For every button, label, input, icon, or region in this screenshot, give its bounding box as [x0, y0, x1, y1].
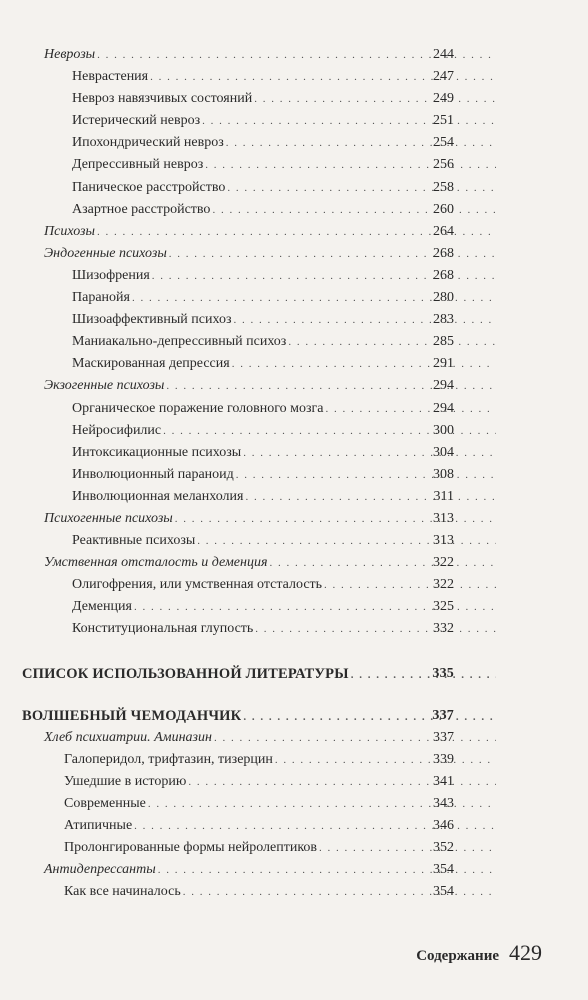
toc-entry[interactable] — [0, 508, 500, 530]
toc-entry-title: Неврастения — [72, 69, 149, 85]
toc-entry-title: Эндогенные психозы — [44, 245, 167, 261]
toc-page-number: 322 — [433, 555, 454, 571]
toc-entry-title: Олигофрения, или умственная отсталость — [72, 577, 323, 593]
leader-dots — [232, 353, 496, 375]
toc-page-number: 313 — [433, 510, 454, 526]
toc-page-number: 285 — [433, 334, 454, 350]
toc-page-number: 260 — [433, 201, 454, 217]
toc-page-number: 264 — [433, 223, 454, 239]
toc-entry-title: Антидепрессанты — [44, 862, 156, 878]
toc-entry[interactable] — [0, 574, 500, 596]
toc-entry-title: Как все начиналось — [64, 884, 181, 900]
toc-entry[interactable] — [0, 110, 500, 132]
leader-dots — [324, 574, 496, 596]
toc-entry[interactable] — [0, 199, 500, 221]
toc-entry[interactable] — [0, 420, 500, 442]
toc-entry-title: Шизоаффективный психоз — [72, 312, 232, 328]
toc-entry-title: Реактивные психозы — [72, 533, 196, 549]
toc-page-number: 304 — [433, 444, 454, 460]
toc-entry[interactable] — [0, 464, 500, 486]
toc-entry-title: Ипохондрический невроз — [72, 135, 224, 151]
leader-dots — [326, 398, 497, 420]
toc-entry-title: Психозы — [44, 223, 95, 239]
leader-dots — [245, 486, 496, 508]
toc-entry-title: Атипичные — [64, 818, 133, 834]
toc-page-number: 322 — [433, 577, 454, 593]
toc-entry-title: Конституциональная глупость — [72, 621, 254, 637]
toc-entry[interactable] — [0, 154, 500, 176]
toc-entry-title: Маниакально-депрессивный психоз — [72, 334, 287, 350]
toc-entry-title: Инволюционная меланхолия — [72, 488, 244, 504]
toc-entry-title: Психогенные психозы — [44, 510, 173, 526]
running-footer-label: Содержание — [416, 948, 499, 964]
toc-page-number: 337 — [433, 729, 454, 745]
toc-page-number: 337 — [432, 707, 454, 723]
toc-page-number: 258 — [433, 179, 454, 195]
toc-entry[interactable] — [0, 837, 500, 859]
leader-dots — [227, 177, 496, 199]
toc-page-number: 343 — [433, 796, 454, 811]
spacer — [0, 641, 588, 663]
toc-entry-title: Депрессивный невроз — [72, 157, 204, 173]
toc-chapter-magic-suitcase[interactable] — [0, 705, 500, 727]
toc-page-number: 346 — [433, 818, 454, 834]
toc-page-number: 325 — [433, 599, 454, 615]
toc-entry[interactable] — [0, 552, 500, 574]
toc-page-number: 339 — [433, 751, 454, 767]
toc-entry-title: Невроз навязчивых состояний — [72, 91, 253, 107]
toc-page-number: 354 — [433, 884, 454, 900]
toc-page-number: 308 — [433, 466, 454, 482]
leader-dots — [254, 88, 496, 110]
toc-entry-title: Неврозы — [44, 47, 96, 62]
toc-entry[interactable] — [0, 88, 500, 110]
page-footer — [416, 940, 542, 966]
leader-dots — [226, 132, 496, 154]
toc-entry[interactable] — [0, 881, 500, 903]
leader-dots — [233, 309, 496, 331]
toc-page-number: 335 — [432, 665, 454, 681]
toc-page-number: 354 — [433, 862, 454, 878]
toc-entry-title: ВОЛШЕБНЫЙ ЧЕМОДАНЧИК — [22, 707, 242, 724]
toc-entry-title: Нейросифилис — [72, 422, 162, 438]
toc-entry[interactable] — [0, 618, 500, 640]
leader-dots — [269, 552, 496, 574]
toc-entry-title: Паранойя — [72, 290, 130, 306]
toc-entry[interactable] — [0, 530, 500, 552]
toc-page-number: 256 — [433, 157, 454, 173]
toc-entry-title: Паническое расстройство — [72, 179, 226, 195]
toc-entry[interactable] — [0, 859, 500, 881]
toc-entry-title: Ушедшие в историю — [64, 773, 187, 789]
toc-chapter-literature[interactable] — [0, 663, 500, 685]
toc-page-number: 280 — [433, 290, 454, 306]
toc-entry[interactable] — [0, 177, 500, 199]
toc-entry[interactable] — [0, 375, 500, 397]
toc-entry-title: Современные — [64, 796, 146, 811]
leader-dots — [255, 618, 496, 640]
toc-page-number: 300 — [433, 422, 454, 438]
leader-dots — [319, 837, 496, 859]
toc-page-number: 332 — [433, 621, 454, 637]
toc-entry[interactable] — [0, 309, 500, 331]
toc-entry[interactable] — [0, 442, 500, 464]
toc-entry[interactable] — [0, 727, 500, 749]
toc-section-magic-suitcase — [0, 727, 588, 904]
toc-entry-title: Пролонгированные формы нейролептиков — [64, 840, 318, 856]
toc-entry-title: Деменция — [72, 599, 132, 615]
toc-entry[interactable] — [0, 596, 500, 618]
spacer — [0, 685, 588, 705]
toc-page-number: 313 — [433, 533, 454, 549]
toc-page-number: 268 — [433, 267, 454, 283]
toc-entry[interactable] — [0, 353, 500, 375]
table-of-contents — [0, 44, 588, 903]
toc-entry-title: Истерический невроз — [72, 113, 201, 129]
page-number: 429 — [509, 940, 542, 965]
toc-entry[interactable] — [0, 243, 500, 265]
toc-page-number: 268 — [433, 245, 454, 261]
toc-page-number: 244 — [433, 47, 454, 62]
toc-entry-title: Хлеб психиатрии. Аминазин — [44, 729, 212, 745]
toc-entry-title: Шизофрения — [72, 267, 150, 283]
leader-dots — [288, 331, 496, 353]
toc-entry-title: Азартное расстройство — [72, 201, 211, 217]
toc-page-number: 251 — [433, 113, 454, 129]
toc-entry-title: Инволюционный параноид — [72, 466, 234, 482]
toc-entry[interactable] — [0, 815, 500, 837]
leader-dots — [243, 442, 496, 464]
toc-page-number: 249 — [433, 91, 454, 107]
toc-entry[interactable] — [0, 793, 500, 815]
toc-entry-title: СПИСОК ИСПОЛЬЗОВАННОЙ ЛИТЕРАТУРЫ — [22, 665, 349, 682]
toc-entry[interactable] — [0, 771, 500, 793]
toc-page-number: 352 — [433, 840, 454, 856]
toc-entry[interactable] — [0, 331, 500, 353]
toc-page-number: 294 — [433, 400, 454, 416]
toc-entry[interactable] — [0, 221, 500, 243]
toc-entry[interactable] — [0, 132, 500, 154]
toc-entry[interactable] — [0, 44, 500, 66]
toc-entry[interactable] — [0, 486, 500, 508]
toc-entry[interactable] — [0, 265, 500, 287]
toc-page-number: 294 — [433, 378, 454, 394]
leader-dots — [275, 749, 496, 771]
toc-entry[interactable] — [0, 749, 500, 771]
toc-page-number: 283 — [433, 312, 454, 328]
toc-entry[interactable] — [0, 287, 500, 309]
leader-dots — [351, 664, 496, 686]
toc-entry-title: Органическое поражение головного мозга — [72, 400, 324, 416]
toc-entry-title: Галоперидол, трифтазин, тизерцин — [64, 751, 273, 767]
toc-entry-title: Умственная отсталость и деменция — [44, 555, 268, 571]
toc-page-number: 341 — [433, 773, 454, 789]
leader-dots — [236, 464, 496, 486]
toc-page-number: 254 — [433, 135, 454, 151]
toc-page-number: 247 — [433, 69, 454, 85]
toc-entry-title: Маскированная депрессия — [72, 356, 230, 372]
toc-page-number: 291 — [433, 356, 454, 372]
toc-entry[interactable] — [0, 398, 500, 420]
toc-entry-title: Интоксикационные психозы — [72, 444, 242, 460]
leader-dots — [243, 706, 496, 728]
toc-entry[interactable] — [0, 66, 500, 88]
toc-entry-title: Экзогенные психозы — [44, 378, 165, 394]
toc-section-neuroses-psychoses — [0, 44, 588, 641]
toc-page-number: 311 — [433, 488, 454, 504]
